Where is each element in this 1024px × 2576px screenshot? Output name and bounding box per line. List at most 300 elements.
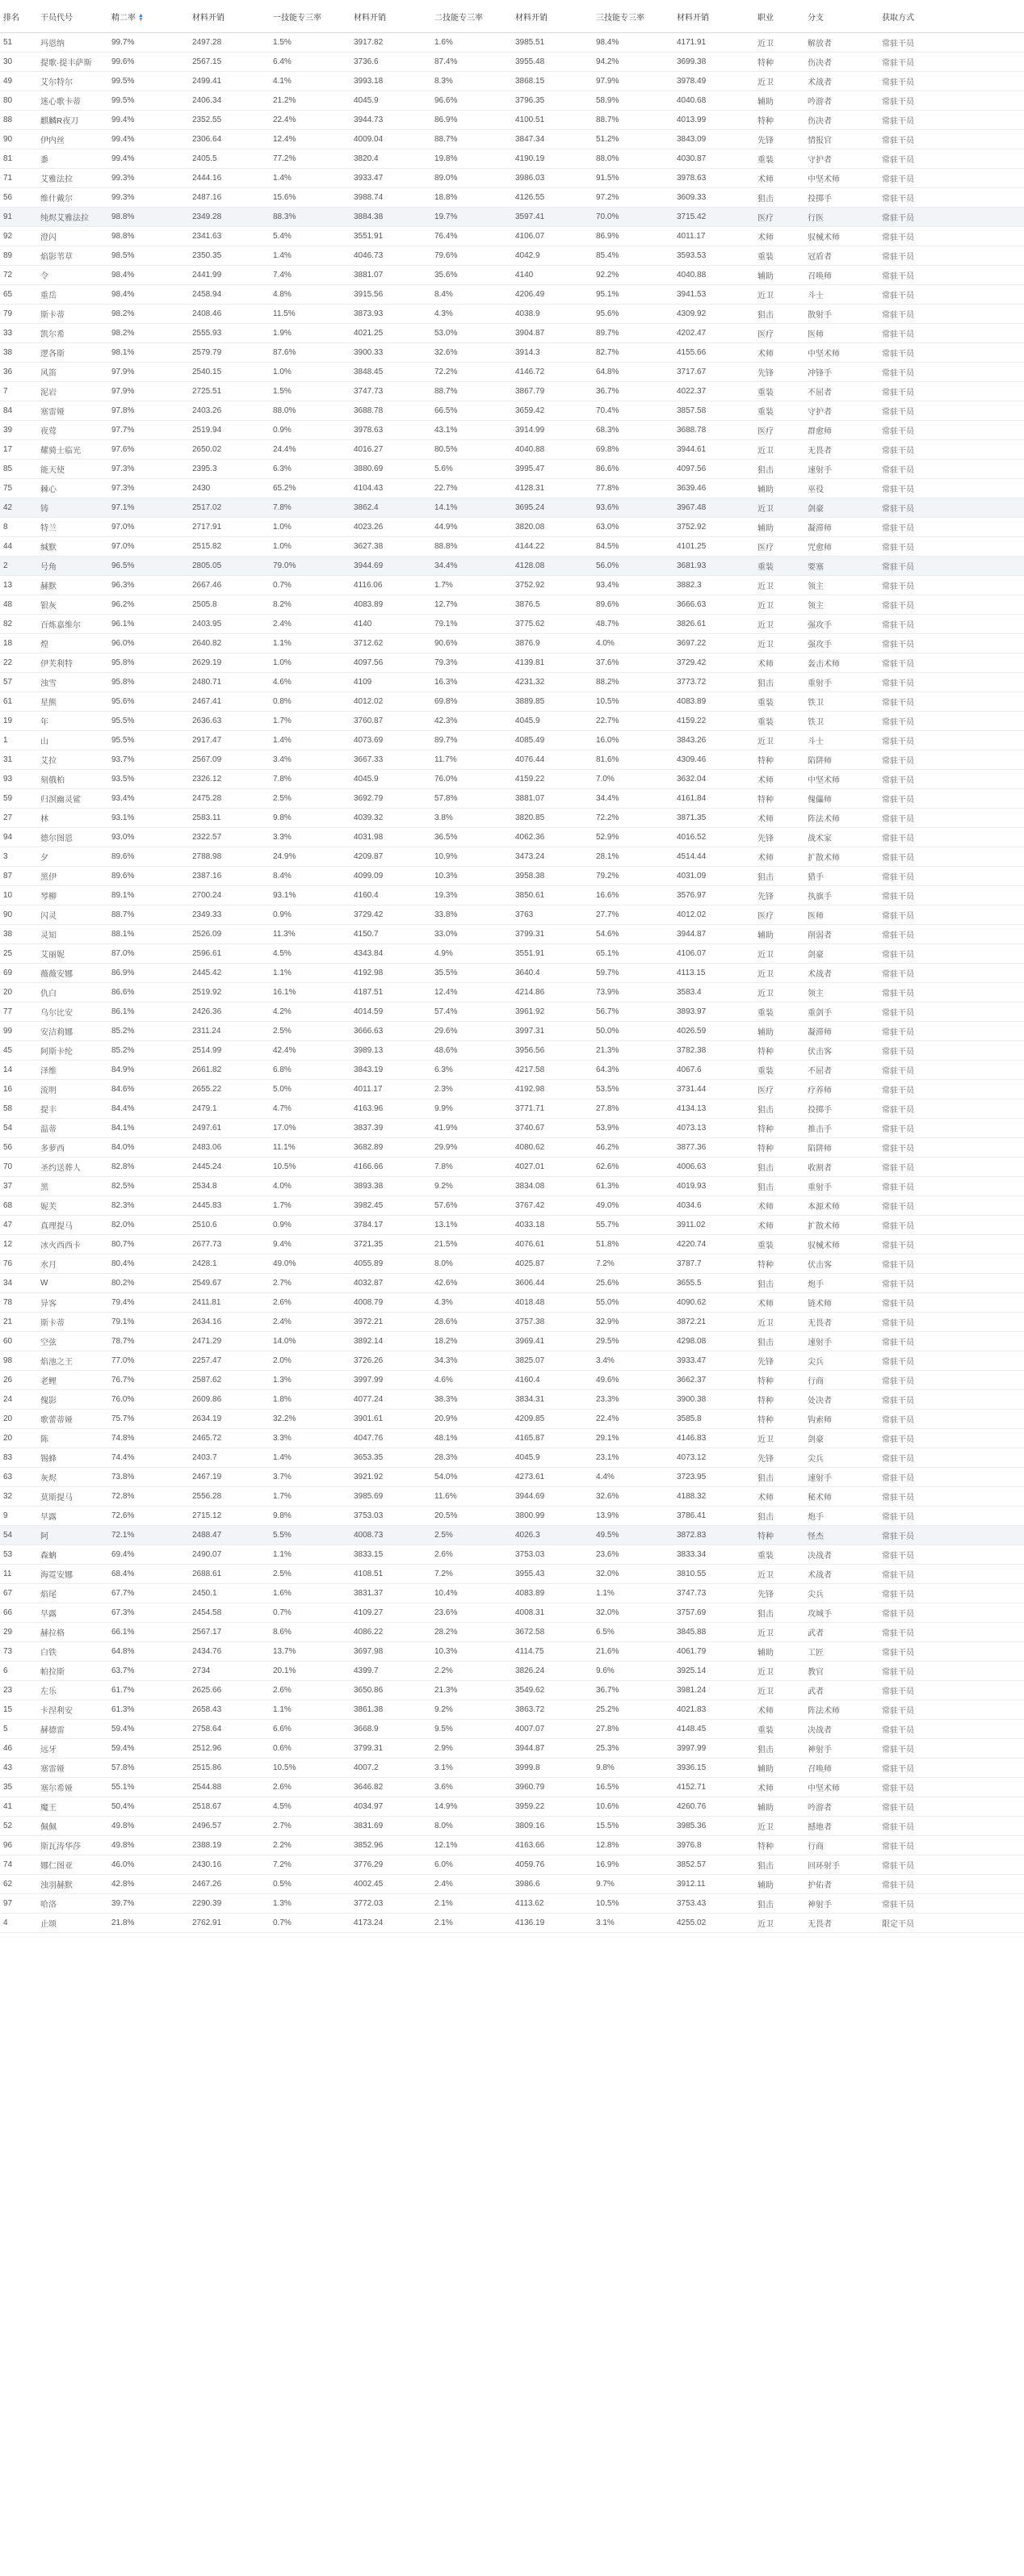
cell-skill1-m3-rate: 0.7% — [270, 1914, 350, 1933]
cell-skill3-m3-rate: 32.9% — [593, 1313, 674, 1332]
cell-skill3-cost: 4148.45 — [674, 1720, 754, 1739]
cell-rank: 1 — [0, 731, 37, 750]
cell-skill2-m3-rate: 19.7% — [431, 208, 512, 227]
table-row[interactable] — [0, 91, 1024, 111]
cell-class: 近卫 — [754, 498, 804, 518]
table-row[interactable] — [0, 498, 1024, 518]
col-header-elite2-rate-label: 精二率 — [111, 13, 136, 23]
cell-skill3-m3-rate: 97.9% — [593, 72, 674, 91]
cell-skill1-m3-rate: 0.6% — [270, 1739, 350, 1759]
cell-skill2-m3-rate: 53.0% — [431, 324, 512, 343]
cell-elite2-cost: 2467.26 — [189, 1875, 270, 1894]
cell-skill1-m3-rate: 0.9% — [270, 421, 350, 440]
cell-skill3-cost: 4202.47 — [674, 324, 754, 343]
cell-skill3-cost: 4161.84 — [674, 789, 754, 809]
cell-skill2-cost: 4042.9 — [512, 246, 593, 266]
table-row[interactable] — [0, 72, 1024, 91]
table-row[interactable] — [0, 1293, 1024, 1313]
cell-skill3-m3-rate: 68.3% — [593, 421, 674, 440]
cell-class: 医疗 — [754, 421, 804, 440]
table-row[interactable] — [0, 1177, 1024, 1196]
cell-skill2-m3-rate: 14.9% — [431, 1797, 512, 1817]
cell-skill1-m3-rate: 1.5% — [270, 33, 350, 53]
cell-branch: 强攻手 — [804, 634, 879, 653]
cell-skill2-m3-rate: 9.5% — [431, 1720, 512, 1739]
col-header-elite2-cost[interactable]: 材料开销 — [189, 0, 270, 33]
cell-skill1-cost: 3873.93 — [350, 305, 431, 324]
table-row[interactable] — [0, 1759, 1024, 1778]
table-row[interactable] — [0, 1332, 1024, 1351]
table-row[interactable] — [0, 33, 1024, 53]
cell-obtain-method: 常驻干员 — [879, 1797, 1024, 1817]
cell-operator-name: 锡蜂 — [37, 1448, 108, 1468]
cell-skill2-cost: 3881.07 — [512, 789, 593, 809]
table-row[interactable] — [0, 1565, 1024, 1584]
table-row[interactable] — [0, 1448, 1024, 1468]
table-row[interactable] — [0, 1778, 1024, 1797]
cell-skill1-cost: 3831.37 — [350, 1584, 431, 1603]
table-row[interactable] — [0, 1720, 1024, 1739]
cell-skill1-m3-rate: 77.2% — [270, 149, 350, 169]
table-row[interactable] — [0, 1681, 1024, 1700]
table-row[interactable] — [0, 1526, 1024, 1545]
cell-elite2-rate: 82.3% — [108, 1196, 189, 1216]
cell-skill2-m3-rate: 3.1% — [431, 1759, 512, 1778]
cell-skill1-cost: 4008.79 — [350, 1293, 431, 1313]
table-row[interactable] — [0, 1914, 1024, 1933]
cell-elite2-cost: 2445.24 — [189, 1158, 270, 1177]
table-row[interactable] — [0, 789, 1024, 809]
cell-branch: 情报官 — [804, 130, 879, 149]
table-row[interactable] — [0, 576, 1024, 595]
cell-skill2-cost: 3796.35 — [512, 91, 593, 111]
table-row[interactable] — [0, 750, 1024, 770]
cell-skill2-m3-rate: 88.8% — [431, 537, 512, 557]
cell-skill3-m3-rate: 22.7% — [593, 712, 674, 731]
table-row[interactable] — [0, 1797, 1024, 1817]
table-row[interactable] — [0, 1099, 1024, 1119]
cell-skill2-cost: 3956.56 — [512, 1041, 593, 1061]
table-row[interactable] — [0, 1410, 1024, 1429]
table-row[interactable] — [0, 1855, 1024, 1875]
cell-skill3-m3-rate: 77.8% — [593, 479, 674, 498]
table-row[interactable] — [0, 208, 1024, 227]
table-row[interactable] — [0, 925, 1024, 944]
cell-skill1-cost: 3852.96 — [350, 1836, 431, 1855]
cell-skill1-cost: 4399.7 — [350, 1662, 431, 1681]
cell-skill3-cost: 3753.43 — [674, 1894, 754, 1914]
cell-skill2-m3-rate: 2.1% — [431, 1894, 512, 1914]
cell-skill2-m3-rate: 57.6% — [431, 1196, 512, 1216]
table-row[interactable] — [0, 867, 1024, 886]
cell-skill1-m3-rate: 0.7% — [270, 576, 350, 595]
cell-skill3-m3-rate: 16.5% — [593, 1778, 674, 1797]
cell-skill3-m3-rate: 51.8% — [593, 1235, 674, 1254]
cell-skill1-m3-rate: 10.5% — [270, 1158, 350, 1177]
cell-skill2-cost: 3955.43 — [512, 1565, 593, 1584]
cell-obtain-method: 常驻干员 — [879, 750, 1024, 770]
cell-obtain-method: 常驻干员 — [879, 731, 1024, 750]
cell-skill2-cost: 3597.41 — [512, 208, 593, 227]
cell-obtain-method: 常驻干员 — [879, 1720, 1024, 1739]
cell-elite2-cost: 2388.19 — [189, 1836, 270, 1855]
cell-elite2-rate: 86.9% — [108, 964, 189, 983]
cell-skill2-cost: 4209.85 — [512, 1410, 593, 1429]
cell-operator-name: 银灰 — [37, 595, 108, 615]
cell-skill2-cost: 3695.24 — [512, 498, 593, 518]
cell-operator-name: 艾拉 — [37, 750, 108, 770]
table-row[interactable] — [0, 615, 1024, 634]
cell-skill3-cost: 4220.74 — [674, 1235, 754, 1254]
cell-skill1-m3-rate: 1.4% — [270, 1448, 350, 1468]
cell-elite2-cost: 2465.72 — [189, 1429, 270, 1448]
cell-operator-name: 特兰 — [37, 518, 108, 537]
table-row[interactable] — [0, 227, 1024, 246]
cell-class: 医疗 — [754, 1080, 804, 1099]
table-row[interactable] — [0, 1894, 1024, 1914]
cell-skill1-m3-rate: 0.9% — [270, 906, 350, 925]
table-row[interactable] — [0, 440, 1024, 460]
table-row[interactable] — [0, 266, 1024, 285]
table-row[interactable] — [0, 847, 1024, 867]
cell-skill3-cost: 4083.89 — [674, 692, 754, 712]
table-row[interactable] — [0, 53, 1024, 72]
cell-branch: 召唤师 — [804, 266, 879, 285]
cell-skill3-cost: 3872.21 — [674, 1313, 754, 1332]
table-row[interactable] — [0, 305, 1024, 324]
cell-skill2-cost: 4025.87 — [512, 1254, 593, 1274]
table-row[interactable] — [0, 1875, 1024, 1894]
cell-skill2-m3-rate: 41.9% — [431, 1119, 512, 1138]
cell-branch: 推击手 — [804, 1119, 879, 1138]
col-header-skill3-m3-rate[interactable]: 三技能专三率 — [593, 0, 674, 33]
table-row[interactable] — [0, 1700, 1024, 1720]
cell-rank: 83 — [0, 1448, 37, 1468]
cell-skill3-cost: 4026.59 — [674, 1022, 754, 1041]
cell-rank: 26 — [0, 1371, 37, 1390]
table-row[interactable] — [0, 285, 1024, 305]
table-row[interactable] — [0, 1138, 1024, 1158]
cell-skill3-cost: 4016.52 — [674, 828, 754, 847]
cell-rank: 14 — [0, 1061, 37, 1080]
table-row[interactable] — [0, 906, 1024, 925]
cell-skill3-m3-rate: 9.8% — [593, 1759, 674, 1778]
table-row[interactable] — [0, 1351, 1024, 1371]
table-row[interactable] — [0, 1274, 1024, 1293]
cell-elite2-cost: 2430.16 — [189, 1855, 270, 1875]
cell-elite2-rate: 49.8% — [108, 1817, 189, 1836]
cell-skill2-cost: 3958.38 — [512, 867, 593, 886]
cell-skill2-cost: 4217.58 — [512, 1061, 593, 1080]
cell-class: 近卫 — [754, 615, 804, 634]
table-row[interactable] — [0, 382, 1024, 401]
col-header-rank[interactable]: 排名 — [0, 0, 37, 33]
table-row[interactable] — [0, 1507, 1024, 1526]
cell-skill1-cost: 3820.4 — [350, 149, 431, 169]
cell-skill1-cost: 4031.98 — [350, 828, 431, 847]
cell-skill3-m3-rate: 25.3% — [593, 1739, 674, 1759]
table-row[interactable] — [0, 1022, 1024, 1041]
cell-branch: 冲锋手 — [804, 363, 879, 382]
cell-elite2-rate: 99.3% — [108, 188, 189, 208]
col-header-skill1-m3-rate[interactable]: 一技能专三率 — [270, 0, 350, 33]
cell-obtain-method: 常驻干员 — [879, 770, 1024, 789]
table-row[interactable] — [0, 324, 1024, 343]
table-row[interactable] — [0, 1662, 1024, 1681]
cell-skill3-cost: 4073.13 — [674, 1119, 754, 1138]
cell-class: 狙击 — [754, 1468, 804, 1487]
table-row[interactable] — [0, 1390, 1024, 1410]
table-row[interactable] — [0, 246, 1024, 266]
cell-elite2-rate: 97.9% — [108, 363, 189, 382]
col-header-class[interactable]: 职业 — [754, 0, 804, 33]
table-row[interactable] — [0, 653, 1024, 673]
table-row[interactable] — [0, 634, 1024, 653]
table-row[interactable] — [0, 886, 1024, 906]
cell-class: 先锋 — [754, 828, 804, 847]
table-row[interactable] — [0, 1216, 1024, 1235]
table-row[interactable] — [0, 537, 1024, 557]
col-header-skill2-m3-rate[interactable]: 二技能专三率 — [431, 0, 512, 33]
cell-skill1-cost: 4023.26 — [350, 518, 431, 537]
table-row[interactable] — [0, 770, 1024, 789]
sort-descending-icon: ▼ — [138, 16, 144, 23]
cell-elite2-rate: 99.5% — [108, 91, 189, 111]
cell-skill2-m3-rate: 2.5% — [431, 1526, 512, 1545]
table-row[interactable] — [0, 1584, 1024, 1603]
cell-elite2-rate: 98.2% — [108, 305, 189, 324]
table-row[interactable] — [0, 828, 1024, 847]
cell-branch: 铁卫 — [804, 692, 879, 712]
cell-skill3-m3-rate: 70.0% — [593, 208, 674, 227]
cell-skill1-m3-rate: 1.1% — [270, 1700, 350, 1720]
cell-elite2-cost: 2519.92 — [189, 983, 270, 1002]
cell-skill2-m3-rate: 6.0% — [431, 1855, 512, 1875]
cell-elite2-rate: 67.3% — [108, 1603, 189, 1623]
table-row[interactable] — [0, 169, 1024, 188]
cell-skill1-m3-rate: 1.0% — [270, 653, 350, 673]
table-row[interactable] — [0, 343, 1024, 363]
cell-obtain-method: 常驻干员 — [879, 1545, 1024, 1565]
table-row[interactable] — [0, 518, 1024, 537]
table-row[interactable] — [0, 1487, 1024, 1507]
cell-skill3-cost: 3787.7 — [674, 1254, 754, 1274]
cell-elite2-cost: 2762.91 — [189, 1914, 270, 1933]
table-row[interactable] — [0, 944, 1024, 964]
cell-rank: 42 — [0, 498, 37, 518]
cell-skill2-m3-rate: 14.1% — [431, 498, 512, 518]
cell-skill2-m3-rate: 22.7% — [431, 479, 512, 498]
table-row[interactable] — [0, 479, 1024, 498]
cell-branch: 解放者 — [804, 33, 879, 53]
cell-branch: 钩索师 — [804, 1410, 879, 1429]
cell-class: 辅助 — [754, 1759, 804, 1778]
cell-class: 近卫 — [754, 983, 804, 1002]
cell-skill3-cost: 3843.26 — [674, 731, 754, 750]
table-row[interactable] — [0, 421, 1024, 440]
cell-obtain-method: 常驻干员 — [879, 1099, 1024, 1119]
cell-skill3-cost: 3981.24 — [674, 1681, 754, 1700]
cell-obtain-method: 常驻干员 — [879, 208, 1024, 227]
cell-rank: 96 — [0, 1836, 37, 1855]
cell-operator-name: 妮芙 — [37, 1196, 108, 1216]
cell-class: 术师 — [754, 227, 804, 246]
cell-skill2-cost: 4160.4 — [512, 1371, 593, 1390]
table-row[interactable] — [0, 1119, 1024, 1138]
table-row[interactable] — [0, 712, 1024, 731]
table-row[interactable] — [0, 363, 1024, 382]
cell-branch: 武者 — [804, 1681, 879, 1700]
table-row[interactable] — [0, 401, 1024, 421]
cell-skill2-cost: 3763 — [512, 906, 593, 925]
table-row[interactable] — [0, 731, 1024, 750]
cell-skill1-cost: 3861.38 — [350, 1700, 431, 1720]
cell-skill2-cost: 3944.69 — [512, 1487, 593, 1507]
cell-skill3-m3-rate: 10.5% — [593, 1894, 674, 1914]
cell-skill1-m3-rate: 1.7% — [270, 712, 350, 731]
table-row[interactable] — [0, 1235, 1024, 1254]
cell-elite2-rate: 68.4% — [108, 1565, 189, 1584]
cell-elite2-rate: 98.4% — [108, 266, 189, 285]
table-row[interactable] — [0, 1817, 1024, 1836]
table-row[interactable] — [0, 1158, 1024, 1177]
table-row[interactable] — [0, 1254, 1024, 1274]
col-header-obtain-method[interactable]: 获取方式 — [879, 0, 1024, 33]
cell-obtain-method: 常驻干员 — [879, 1158, 1024, 1177]
table-row[interactable] — [0, 460, 1024, 479]
table-row[interactable] — [0, 983, 1024, 1002]
cell-branch: 斗士 — [804, 731, 879, 750]
table-row[interactable] — [0, 1371, 1024, 1390]
table-row[interactable] — [0, 1836, 1024, 1855]
table-row[interactable] — [0, 1623, 1024, 1642]
cell-elite2-cost: 2322.57 — [189, 828, 270, 847]
cell-skill2-cost: 4080.62 — [512, 1138, 593, 1158]
cell-skill2-m3-rate: 9.2% — [431, 1700, 512, 1720]
cell-elite2-cost: 2467.19 — [189, 1468, 270, 1487]
cell-skill3-m3-rate: 49.0% — [593, 1196, 674, 1216]
cell-class: 辅助 — [754, 518, 804, 537]
cell-elite2-rate: 89.1% — [108, 886, 189, 906]
table-row[interactable] — [0, 1545, 1024, 1565]
cell-elite2-cost: 2587.62 — [189, 1371, 270, 1390]
table-row[interactable] — [0, 557, 1024, 576]
cell-branch: 凝滞师 — [804, 518, 879, 537]
table-row[interactable] — [0, 1739, 1024, 1759]
cell-skill2-cost: 3986.6 — [512, 1875, 593, 1894]
table-row[interactable] — [0, 1429, 1024, 1448]
table-row[interactable] — [0, 1041, 1024, 1061]
table-row[interactable] — [0, 1642, 1024, 1662]
table-row[interactable] — [0, 111, 1024, 130]
col-header-skill2-cost[interactable]: 材料开销 — [512, 0, 593, 33]
cell-skill3-m3-rate: 64.3% — [593, 1061, 674, 1080]
cell-elite2-cost: 2655.22 — [189, 1080, 270, 1099]
cell-skill1-cost: 4163.96 — [350, 1099, 431, 1119]
cell-skill1-m3-rate: 1.0% — [270, 537, 350, 557]
table-row[interactable] — [0, 692, 1024, 712]
cell-skill2-m3-rate: 87.4% — [431, 53, 512, 72]
table-row[interactable] — [0, 964, 1024, 983]
col-header-elite2-rate[interactable] — [108, 0, 189, 33]
cell-skill3-cost: 3632.04 — [674, 770, 754, 789]
cell-elite2-cost: 2349.33 — [189, 906, 270, 925]
sort-icon[interactable] — [138, 14, 143, 22]
table-row[interactable] — [0, 1196, 1024, 1216]
cell-skill1-m3-rate: 0.7% — [270, 1603, 350, 1623]
cell-skill3-cost: 3857.58 — [674, 401, 754, 421]
cell-skill1-m3-rate: 2.6% — [270, 1778, 350, 1797]
cell-elite2-rate: 61.7% — [108, 1681, 189, 1700]
cell-operator-name: 德尔图恩 — [37, 828, 108, 847]
table-row[interactable] — [0, 1080, 1024, 1099]
table-row[interactable] — [0, 188, 1024, 208]
cell-rank: 47 — [0, 1216, 37, 1235]
col-header-skill1-cost[interactable]: 材料开销 — [350, 0, 431, 33]
cell-skill2-cost: 3820.08 — [512, 518, 593, 537]
cell-skill3-cost: 4159.22 — [674, 712, 754, 731]
cell-operator-name: 归溟幽灵鲨 — [37, 789, 108, 809]
table-row[interactable] — [0, 1002, 1024, 1022]
cell-skill1-cost: 3944.73 — [350, 111, 431, 130]
cell-skill3-cost: 4061.79 — [674, 1642, 754, 1662]
col-header-operator-name[interactable]: 干员代号 — [37, 0, 108, 33]
cell-rank: 11 — [0, 1565, 37, 1584]
cell-elite2-cost: 2426.36 — [189, 1002, 270, 1022]
cell-skill1-cost: 4039.32 — [350, 809, 431, 828]
cell-skill3-cost: 3877.36 — [674, 1138, 754, 1158]
col-header-skill3-cost[interactable]: 材料开销 — [674, 0, 754, 33]
table-row[interactable] — [0, 595, 1024, 615]
cell-rank: 85 — [0, 460, 37, 479]
cell-elite2-cost: 2629.19 — [189, 653, 270, 673]
cell-rank: 93 — [0, 770, 37, 789]
cell-skill2-cost: 3960.79 — [512, 1778, 593, 1797]
table-row[interactable] — [0, 1313, 1024, 1332]
cell-obtain-method: 常驻干员 — [879, 1526, 1024, 1545]
table-row[interactable] — [0, 1603, 1024, 1623]
cell-skill3-m3-rate: 15.5% — [593, 1817, 674, 1836]
cell-skill2-m3-rate: 8.4% — [431, 285, 512, 305]
cell-skill1-cost: 3881.07 — [350, 266, 431, 285]
cell-skill1-m3-rate: 7.8% — [270, 770, 350, 789]
table-row[interactable] — [0, 149, 1024, 169]
cell-class: 术师 — [754, 1293, 804, 1313]
cell-skill2-cost: 4136.19 — [512, 1914, 593, 1933]
table-row[interactable] — [0, 673, 1024, 692]
cell-skill1-cost: 4055.89 — [350, 1254, 431, 1274]
table-row[interactable] — [0, 1468, 1024, 1487]
cell-branch: 无畏者 — [804, 1313, 879, 1332]
cell-skill1-cost: 4014.59 — [350, 1002, 431, 1022]
table-row[interactable] — [0, 130, 1024, 149]
cell-branch: 无畏者 — [804, 440, 879, 460]
cell-skill1-cost: 4045.9 — [350, 91, 431, 111]
cell-class: 辅助 — [754, 91, 804, 111]
cell-skill2-cost: 4113.62 — [512, 1894, 593, 1914]
cell-rank: 30 — [0, 53, 37, 72]
cell-elite2-rate: 97.3% — [108, 460, 189, 479]
col-header-branch[interactable]: 分支 — [804, 0, 879, 33]
cell-rank: 94 — [0, 828, 37, 847]
cell-skill1-cost: 3729.42 — [350, 906, 431, 925]
table-row[interactable] — [0, 1061, 1024, 1080]
cell-elite2-rate: 88.7% — [108, 906, 189, 925]
cell-class: 辅助 — [754, 1642, 804, 1662]
table-row[interactable] — [0, 809, 1024, 828]
cell-rank: 81 — [0, 149, 37, 169]
cell-skill3-cost: 4022.37 — [674, 382, 754, 401]
